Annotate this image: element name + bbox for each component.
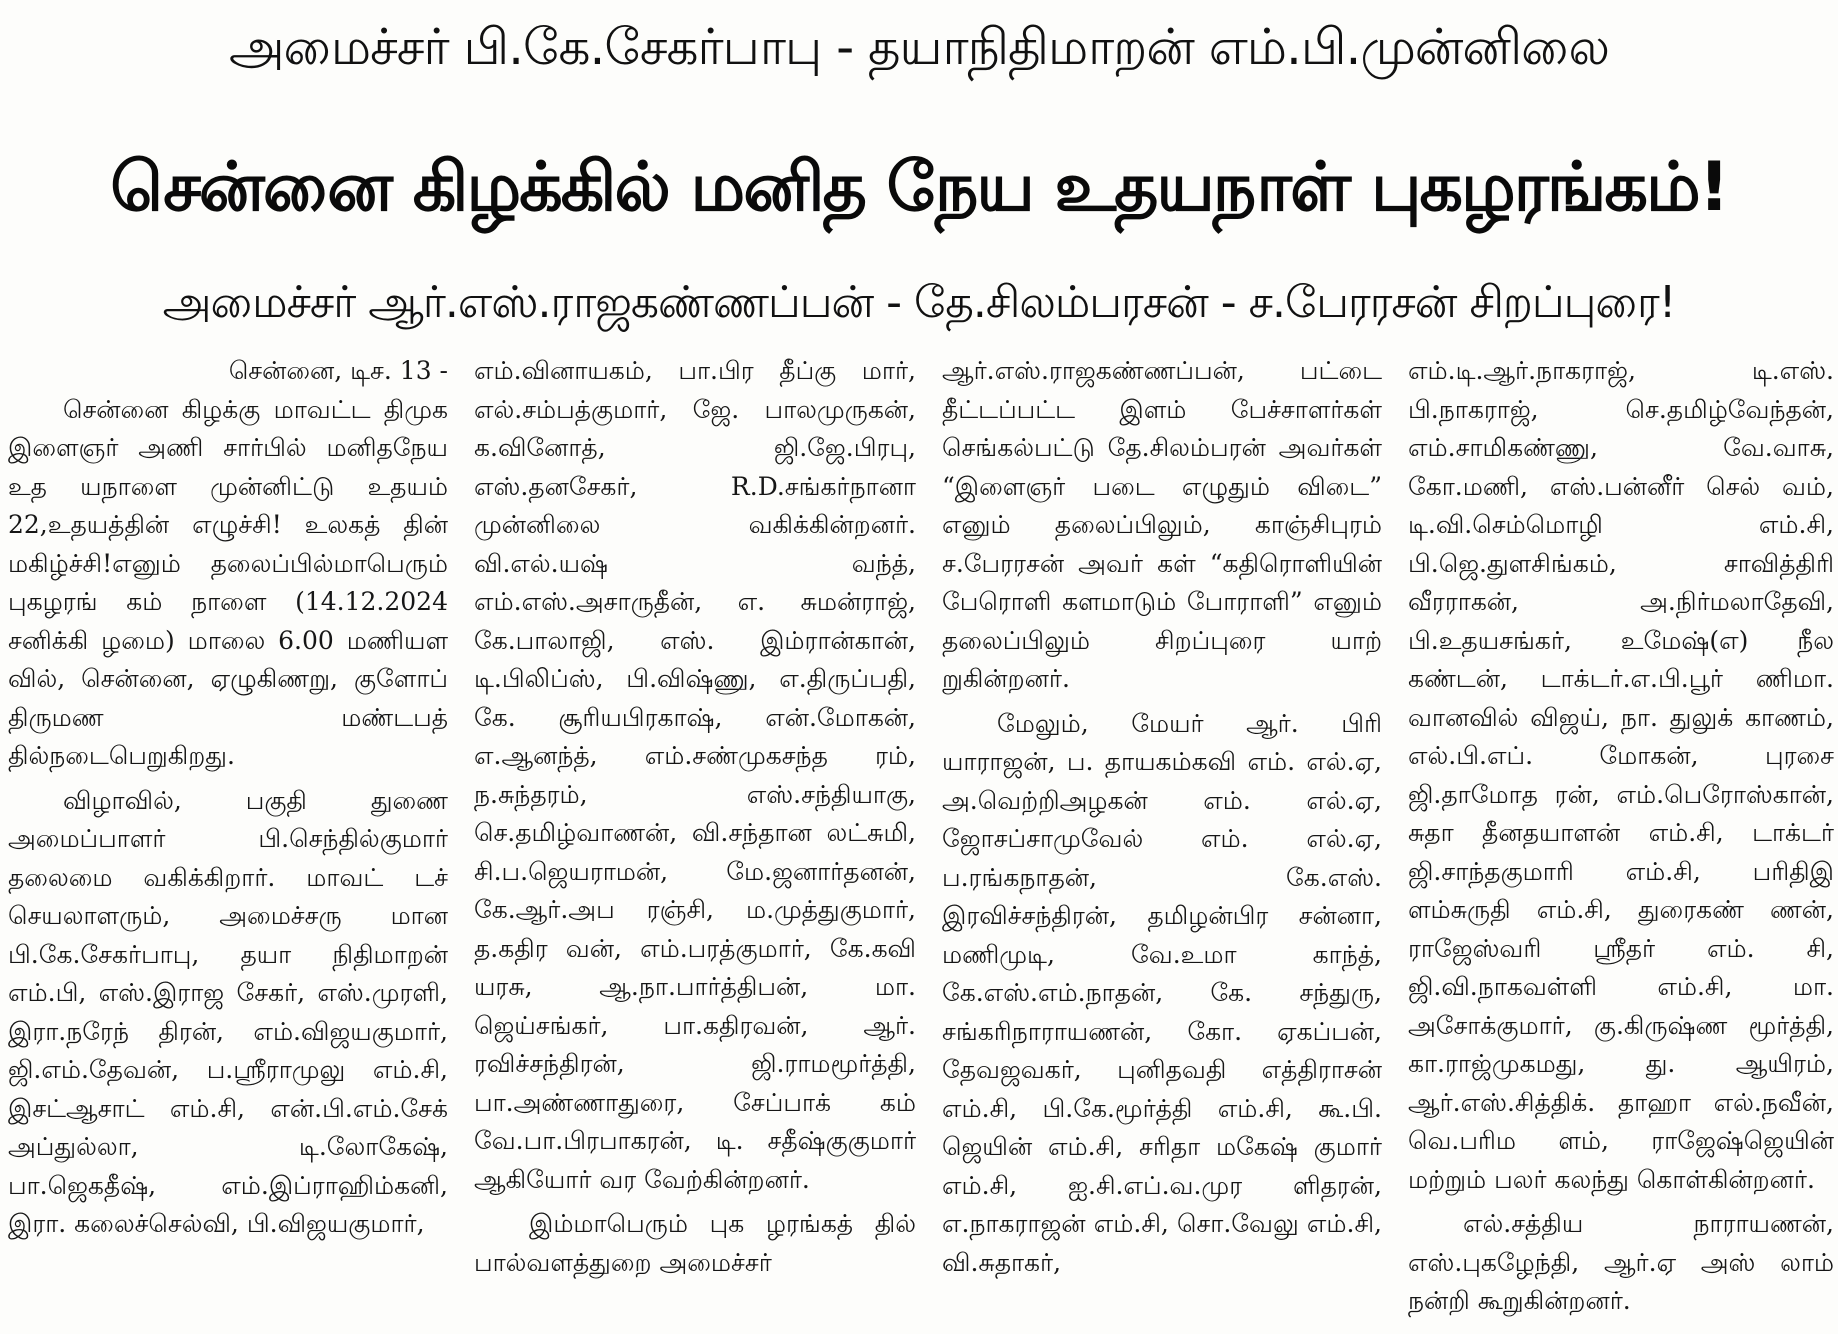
paragraph: மேலும், மேயர் ஆர். பிரி யாராஜன், ப. தாயகம்கவி எம். எல்.ஏ, அ.வெற்றிஅழகன் எம். எல்.ஏ, ஜோசப்சாமுவேல் எம். எல்.ஏ, ப.ரங்கநாதன், கே.எஸ். இரவிச்சந்திரன், தமிழன்பிர சன்னா, மணிமுடி, வே.உமா காந்த், கே.எஸ்.எம்.நாதன், கே. சந்துரு, சங்கரிநாராயணன், கோ. ஏகப்பன், தேவஜவகர், புனிதவதி எத்திராசன் எம்.சி, பி.கே.மூர்த்தி எம்.சி, கூ.பி. ஜெயின் எம்.சி, சரிதா மகேஷ் குமார் எம்.சி, ஐ.சி.எப்.வ.முர ளிதரன், எ.நாகராஜன் எம்.சி, சொ.வேலு எம்.சி, வி.சுதாகர், — [942, 708, 1382, 1277]
paragraph: எம்.டி.ஆர்.நாகராஜ், டி.எஸ். பி.நாகராஜ், செ.தமிழ்வேந்தன், எம்.சாமிகண்ணு, வே.வாசு, கோ.மணி, எஸ்.பன்னீர் செல் வம், டி.வி.செம்மொழி எம்.சி, பி.ஜெ.துளசிங்கம், சாவித்திரி வீரராகன், அ.நிர்மலாதேவி, பி.உதயசங்கர், உமேஷ்(எ) நீல கண்டன், டாக்டர்.எ.பி.பூர் ணிமா. வானவில் விஜய், நா. துலுக் காணம், எல்.பி.எப். மோகன், புரசை ஜி.தாமோத ரன், எம்.பெரோஸ்கான், சுதா தீனதயாளன் எம்.சி, டாக்டர் ஜி.சாந்தகுமாரி எம்.சி, பரிதிஇ ளம்சுருதி எம்.சி, துரைகண் ணன், ராஜேஸ்வரி ஸ்ரீதர் எம். சி, ஜி.வி.நாகவள்ளி எம்.சி, மா. அசோக்குமார், கு.கிருஷ்ண மூர்த்தி, கா.ராஜ்முகமது, து. ஆயிரம், ஆர்.எஸ்.சித்திக். தாஹா எல்.நவீன், வெ.பரிம ளம், ராஜேஷ்ஜெயின் மற்றும் பலர் கலந்து கொள்கின்றனர். — [1408, 356, 1834, 1194]
article-body — [8, 352, 1834, 1330]
paragraph: விழாவில், பகுதி துணை அமைப்பாளர் பி.செந்தில்குமார் தலைமை வகிக்கிறார். மாவட் டச் செயலாளரும், அமைச்சரு மான பி.கே.சேகர்பாபு, தயா நிதிமாறன் எம்.பி, எஸ்.இராஜ சேகர், எஸ்.முரளி, இரா.நரேந் திரன், எம்.விஜயகுமார், ஜி.எம்.தேவன், ப.ஸ்ரீராமுலு எம்.சி, இசட்ஆசாட் எம்.சி, என்.பி.எம்.சேக் அப்துல்லா, டி.லோகேஷ், பா.ஜெகதீஷ், எம்.இப்ராஹிம்கனி, இரா. கலைச்செல்வி, பி.விஜயகுமார், — [8, 785, 448, 1238]
paragraph: இம்மாபெரும் புக ழரங்கத் தில் பால்வளத்துறை அமைச்சர் — [474, 1209, 916, 1277]
paragraph: எம்.வினாயகம், பா.பிர தீப்கு மார், எல்.சம்பத்குமார், ஜே. பாலமுருகன், க.வினோத், ஜி.ஜே.பிரபு, எஸ்.தனசேகர், R.D.சங்கர்நானா முன்னிலை வகிக்கின்றனர். வி.எல்.யஷ் வந்த், எம்.எஸ்.அசாருதீன், எ. சுமன்ராஜ், கே.பாலாஜி, எஸ். இம்ரான்கான், டி.பிலிப்ஸ், பி.விஷ்ணு, எ.திருப்பதி, கே. சூரியபிரகாஷ், என்.மோகன், எ.ஆனந்த், எம்.சண்முகசந்த ரம், ந.சுந்தரம், எஸ்.சந்தியாகு, செ.தமிழ்வாணன், வி.சந்தான லட்சுமி, சி.ப.ஜெயராமன், மே.ஜனார்தனன், கே.ஆர்.அப ரஞ்சி, ம.முத்துகுமார், த.கதிர வன், எம்.பரத்குமார், கே.கவி யரசு, ஆ.நா.பார்த்திபன், மா. ஜெய்சங்கர், பா.கதிரவன், ஆர். ரவிச்சந்திரன், ஜி.ராமமூர்த்தி, பா.அண்ணாதுரை, சேப்பாக் கம் வே.பா.பிரபாகரன், டி. சதீஷ்குகுமார் ஆகியோர் வர வேற்கின்றனர். — [474, 356, 916, 1194]
column-3 — [942, 352, 1382, 1330]
headline: சென்னை கிழக்கில் மனித நேய உதயநாள் புகழரங்கம்! — [110, 148, 1728, 227]
dateline: சென்னை, டிச. 13 - — [228, 356, 448, 385]
column-4 — [1408, 352, 1834, 1330]
paragraph: எல்.சத்திய நாராயணன், எஸ்.புகழேந்தி, ஆர்.ஏ அஸ் லாம் நன்றி கூறுகின்றனர். — [1408, 1209, 1834, 1315]
subheadline: அமைச்சர் ஆர்.எஸ்.ராஜகண்ணப்பன் - தே.சிலம்பரசன் - ச.பேரரசன் சிறப்புரை! — [162, 277, 1676, 328]
column-2 — [474, 352, 916, 1330]
kicker-line: அமைச்சர் பி.கே.சேகர்பாபு - தயாநிதிமாறன் எம்.பி.முன்னிலை — [228, 18, 1609, 76]
paragraph: சென்னை கிழக்கு மாவட்ட திமுக இளைஞர் அணி சார்பில் மனிதநேய உத யநாளை முன்னிட்டு உதயம் 22,உதயத்தின் எழுச்சி! உலகத் தின் மகிழ்ச்சி!எனும் தலைப்பில்மாபெரும் புகழரங் கம் நாளை (14.12.2024 சனிக்கி ழமை) மாலை 6.00 மணியள வில், சென்னை, ஏழுகிணறு, குளோப் திருமண மண்டபத் தில்நடைபெறுகிறது. — [8, 394, 448, 770]
column-1 — [8, 352, 448, 1330]
paragraph: ஆர்.எஸ்.ராஜகண்ணப்பன், பட்டை தீட்டப்பட்ட இளம் பேச்சாளர்கள் செங்கல்பட்டு தே.சிலம்பரன் அவர்கள் “இளைஞர் படை எழுதும் விடை” எனும் தலைப்பிலும், காஞ்சிபுரம் ச.பேரரசன் அவர் கள் “கதிரொளியின் பேரொளி களமாடும் போராளி” எனும் தலைப்பிலும் சிறப்புரை யாற் றுகின்றனர். — [942, 356, 1382, 693]
